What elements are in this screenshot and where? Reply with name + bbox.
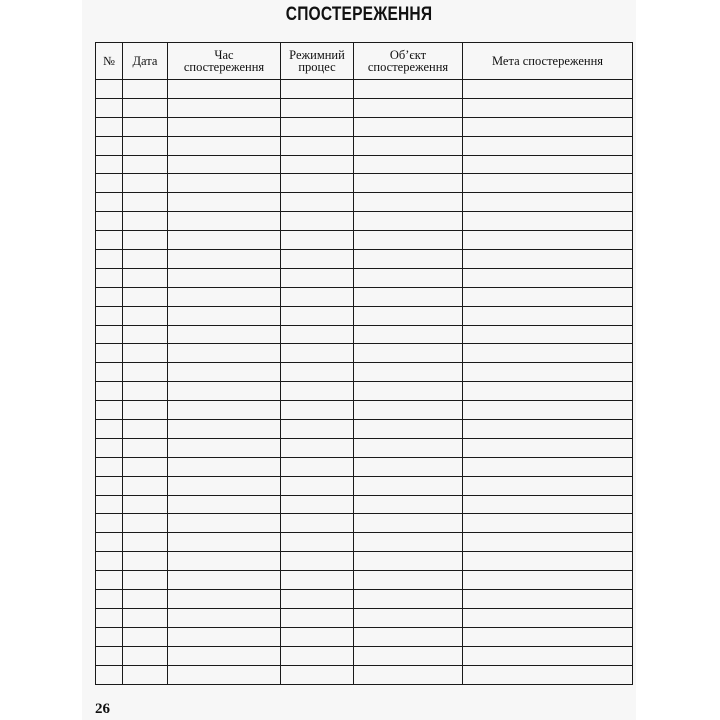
table-cell (463, 117, 633, 136)
table-cell (281, 231, 354, 250)
table-cell (96, 193, 123, 212)
table-row (96, 98, 633, 117)
table-cell (123, 590, 168, 609)
table-cell (168, 495, 281, 514)
table-cell (463, 98, 633, 117)
table-cell (281, 457, 354, 476)
table-cell (96, 155, 123, 174)
table-cell (96, 136, 123, 155)
table-cell (96, 476, 123, 495)
table-cell (123, 438, 168, 457)
table-cell (354, 457, 463, 476)
table-cell (168, 665, 281, 684)
table-row (96, 174, 633, 193)
table-cell (463, 533, 633, 552)
table-cell (96, 571, 123, 590)
table-row (96, 646, 633, 665)
table-row (96, 117, 633, 136)
table-cell (123, 117, 168, 136)
table-cell (168, 136, 281, 155)
table-cell (123, 212, 168, 231)
table-row (96, 80, 633, 99)
table-row (96, 476, 633, 495)
table-cell (123, 571, 168, 590)
table-row (96, 495, 633, 514)
table-cell (463, 250, 633, 269)
table-row (96, 401, 633, 420)
table-cell (281, 533, 354, 552)
table-cell (354, 476, 463, 495)
table-cell (463, 420, 633, 439)
table-cell (354, 306, 463, 325)
table-cell (123, 533, 168, 552)
table-row (96, 363, 633, 382)
table-cell (281, 98, 354, 117)
table-cell (281, 212, 354, 231)
table-cell (123, 382, 168, 401)
table-cell (123, 231, 168, 250)
table-cell (354, 268, 463, 287)
table-cell (281, 174, 354, 193)
table-cell (463, 514, 633, 533)
table-cell (354, 117, 463, 136)
table-cell (96, 552, 123, 571)
table-cell (123, 80, 168, 99)
table-cell (168, 306, 281, 325)
table-cell (281, 136, 354, 155)
table-cell (168, 117, 281, 136)
column-header-number: № (96, 43, 123, 80)
table-cell (281, 306, 354, 325)
table-row (96, 136, 633, 155)
table-cell (463, 231, 633, 250)
table-row (96, 420, 633, 439)
table-cell (463, 495, 633, 514)
table-cell (168, 80, 281, 99)
table-cell (96, 627, 123, 646)
table-row (96, 665, 633, 684)
table-cell (463, 155, 633, 174)
table-cell (168, 646, 281, 665)
table-cell (354, 552, 463, 571)
table-cell (281, 325, 354, 344)
table-cell (281, 401, 354, 420)
table-cell (168, 382, 281, 401)
table-row (96, 231, 633, 250)
table-cell (168, 212, 281, 231)
table-cell (96, 608, 123, 627)
table-cell (168, 571, 281, 590)
table-cell (281, 420, 354, 439)
table-cell (96, 401, 123, 420)
table-cell (96, 344, 123, 363)
table-row (96, 533, 633, 552)
table-cell (168, 608, 281, 627)
table-cell (354, 646, 463, 665)
table-row (96, 627, 633, 646)
table-cell (123, 420, 168, 439)
table-cell (123, 457, 168, 476)
column-header-routine-process: Режимний процес (281, 43, 354, 80)
table-row (96, 287, 633, 306)
table-cell (168, 193, 281, 212)
table-cell (96, 287, 123, 306)
table-cell (354, 420, 463, 439)
table-cell (281, 627, 354, 646)
table-cell (123, 98, 168, 117)
table-cell (168, 155, 281, 174)
table-cell (123, 344, 168, 363)
table-cell (96, 382, 123, 401)
table-cell (354, 571, 463, 590)
table-cell (354, 231, 463, 250)
table-cell (123, 363, 168, 382)
observation-table (95, 42, 633, 685)
table-row (96, 514, 633, 533)
table-cell (463, 325, 633, 344)
table-cell (354, 382, 463, 401)
table-cell (123, 268, 168, 287)
table-cell (96, 665, 123, 684)
table-cell (354, 325, 463, 344)
table-cell (354, 627, 463, 646)
table-cell (463, 306, 633, 325)
table-cell (123, 193, 168, 212)
table-cell (354, 136, 463, 155)
table-cell (168, 250, 281, 269)
column-header-purpose: Мета спостереження (463, 43, 633, 80)
table-cell (281, 438, 354, 457)
table-cell (463, 590, 633, 609)
table-cell (354, 250, 463, 269)
table-cell (281, 552, 354, 571)
table-cell (463, 344, 633, 363)
table-cell (463, 268, 633, 287)
table-cell (354, 363, 463, 382)
table-cell (168, 401, 281, 420)
table-cell (96, 420, 123, 439)
table-cell (96, 590, 123, 609)
table-row (96, 212, 633, 231)
table-cell (96, 438, 123, 457)
table-cell (281, 495, 354, 514)
table-cell (463, 287, 633, 306)
table-cell (354, 401, 463, 420)
table-cell (168, 420, 281, 439)
table-cell (123, 608, 168, 627)
table-cell (354, 98, 463, 117)
table-cell (168, 533, 281, 552)
table-cell (281, 80, 354, 99)
table-cell (168, 287, 281, 306)
table-cell (96, 268, 123, 287)
table-cell (96, 231, 123, 250)
table-cell (168, 231, 281, 250)
table-cell (168, 174, 281, 193)
table-cell (123, 646, 168, 665)
table-cell (168, 552, 281, 571)
table-cell (96, 457, 123, 476)
table-cell (281, 268, 354, 287)
table-cell (168, 344, 281, 363)
table-row (96, 193, 633, 212)
table-cell (96, 363, 123, 382)
table-cell (168, 457, 281, 476)
table-cell (168, 98, 281, 117)
table-cell (281, 155, 354, 174)
table-cell (96, 98, 123, 117)
table-cell (281, 476, 354, 495)
table-row (96, 250, 633, 269)
table-cell (281, 514, 354, 533)
table-cell (96, 646, 123, 665)
table-cell (123, 306, 168, 325)
table-header-row (96, 43, 633, 80)
table-row (96, 552, 633, 571)
table-row (96, 325, 633, 344)
table-cell (123, 514, 168, 533)
table-cell (96, 174, 123, 193)
table-row (96, 155, 633, 174)
table-cell (96, 514, 123, 533)
table-cell (281, 193, 354, 212)
table-cell (123, 476, 168, 495)
table-cell (463, 80, 633, 99)
table-cell (463, 665, 633, 684)
table-cell (354, 438, 463, 457)
table-cell (96, 80, 123, 99)
table-cell (123, 287, 168, 306)
table-cell (463, 571, 633, 590)
table-cell (354, 665, 463, 684)
table-cell (168, 590, 281, 609)
table-body (96, 80, 633, 685)
table-cell (463, 646, 633, 665)
table-row (96, 344, 633, 363)
table-cell (354, 80, 463, 99)
table-cell (281, 665, 354, 684)
table-cell (281, 287, 354, 306)
table-cell (96, 495, 123, 514)
table-cell (96, 250, 123, 269)
table-row (96, 438, 633, 457)
table-cell (463, 457, 633, 476)
table-cell (354, 155, 463, 174)
table-cell (354, 533, 463, 552)
column-header-time: Час спостереження (168, 43, 281, 80)
table-cell (281, 382, 354, 401)
table-cell (96, 306, 123, 325)
table-cell (354, 495, 463, 514)
column-header-date: Дата (123, 43, 168, 80)
table-cell (123, 552, 168, 571)
table-row (96, 590, 633, 609)
table-row (96, 306, 633, 325)
table-cell (281, 344, 354, 363)
table-cell (354, 287, 463, 306)
table-cell (281, 250, 354, 269)
table-row (96, 457, 633, 476)
table-cell (463, 401, 633, 420)
table-cell (123, 627, 168, 646)
table-cell (463, 363, 633, 382)
table-cell (123, 325, 168, 344)
table-cell (168, 363, 281, 382)
table-cell (123, 495, 168, 514)
table-cell (463, 438, 633, 457)
table-cell (281, 363, 354, 382)
table-cell (96, 212, 123, 231)
table-cell (463, 608, 633, 627)
table-cell (168, 325, 281, 344)
table-cell (168, 627, 281, 646)
table-cell (354, 344, 463, 363)
table-cell (123, 250, 168, 269)
table-cell (463, 136, 633, 155)
table-cell (281, 646, 354, 665)
table-row (96, 571, 633, 590)
table-cell (123, 401, 168, 420)
table-cell (123, 174, 168, 193)
table-cell (123, 136, 168, 155)
table-cell (354, 174, 463, 193)
table-cell (281, 571, 354, 590)
table-cell (96, 117, 123, 136)
table-cell (463, 174, 633, 193)
table-cell (123, 155, 168, 174)
table-cell (168, 268, 281, 287)
table-cell (463, 193, 633, 212)
table-cell (168, 476, 281, 495)
table-cell (354, 514, 463, 533)
table-cell (463, 552, 633, 571)
table-row (96, 268, 633, 287)
table-cell (168, 514, 281, 533)
table-cell (354, 608, 463, 627)
table-cell (354, 590, 463, 609)
column-header-object: Об’єкт спостереження (354, 43, 463, 80)
table-cell (281, 590, 354, 609)
table-cell (168, 438, 281, 457)
table-cell (123, 665, 168, 684)
table-row (96, 382, 633, 401)
table-cell (463, 627, 633, 646)
table-cell (281, 117, 354, 136)
page-title: СПОСТЕРЕЖЕННЯ (285, 4, 433, 25)
table-cell (354, 193, 463, 212)
table-cell (463, 476, 633, 495)
table-row (96, 608, 633, 627)
table-cell (354, 212, 463, 231)
table-cell (96, 325, 123, 344)
table-cell (281, 608, 354, 627)
page-number: 26 (95, 701, 110, 717)
table-cell (96, 533, 123, 552)
table-cell (463, 212, 633, 231)
table-cell (463, 382, 633, 401)
